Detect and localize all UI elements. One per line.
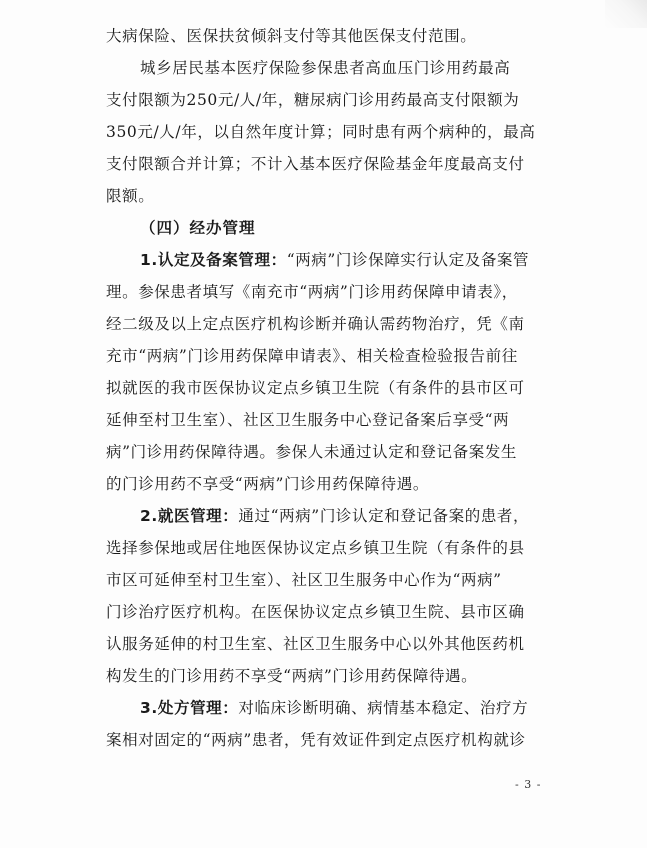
- paragraph-line: [106, 500, 554, 532]
- item-text: “两病”门诊保障实行认定及备案管: [286, 251, 530, 269]
- paragraph-line: 市区可延伸至村卫生室）、社区卫生服务中心作为“两病”: [106, 571, 502, 589]
- paragraph-line: 大病保险、医保扶贫倾斜支付等其他医保支付范围。: [106, 27, 477, 45]
- item-lead: 3.处方管理：: [140, 699, 239, 717]
- paragraph-line: 构发生的门诊用药不享受“两病”门诊用药保障待遇。: [106, 667, 478, 685]
- section-heading: （四）经办管理: [140, 219, 256, 237]
- paragraph-line: 案相对固定的“两病”患者，凭有效证件到定点医疗机构就诊: [106, 731, 526, 749]
- paragraph-line: 限额。: [106, 187, 155, 205]
- paragraph-line: 延伸至村卫生室）、社区卫生服务中心登记备案后享受“两: [106, 411, 510, 429]
- paragraph-line: 理。参保患者填写《南充市“两病”门诊用药保障申请表》，: [106, 283, 518, 301]
- paragraph-line: 经二级及以上定点医疗机构诊断并确认需药物治疗，凭《南: [106, 315, 525, 333]
- paragraph-line: 支付限额为250元/人/年，糖尿病门诊用药最高支付限额为: [106, 91, 520, 109]
- paragraph-line: 支付限额合并计算；不计入基本医疗保险基金年度最高支付: [106, 155, 525, 173]
- item-text: 通过“两病”门诊认定和登记备案的患者，: [238, 507, 530, 525]
- paragraph-line: 门诊治疗医疗机构。在医保协议定点乡镇卫生院、县市区确: [106, 603, 525, 621]
- paragraph-line: 350元/人/年，以自然年度计算；同时患有两个病种的，最高: [106, 123, 536, 141]
- paragraph-line: 认服务延伸的村卫生室、社区卫生服务中心以外其他医药机: [106, 635, 525, 653]
- paragraph-line: 病”门诊用药保障待遇。参保人未通过认定和登记备案发生: [106, 443, 518, 461]
- paragraph-line: 的门诊用药不享受“两病”门诊用药保障待遇。: [106, 475, 429, 493]
- page-corner-shadow: [605, 0, 647, 28]
- item-lead: 1.认定及备案管理：: [140, 251, 287, 269]
- paragraph-line: 充市“两病”门诊用药保障申请表》、相关检查检验报告前往: [106, 347, 518, 365]
- body-text: [106, 20, 554, 756]
- paragraph-line: [106, 244, 554, 276]
- paragraph-line: 拟就医的我市医保协议定点乡镇卫生院（有条件的县市区可: [106, 379, 525, 397]
- paragraph-line: 选择参保地或居住地医保协议定点乡镇卫生院（有条件的县: [106, 539, 525, 557]
- item-lead: 2.就医管理：: [140, 507, 239, 525]
- page-number: - 3 -: [515, 778, 542, 791]
- paragraph-line: 城乡居民基本医疗保险参保患者高血压门诊用药最高: [140, 59, 511, 77]
- item-text: 对临床诊断明确、病情基本稳定、治疗方: [238, 699, 529, 717]
- paragraph-line: [106, 692, 554, 724]
